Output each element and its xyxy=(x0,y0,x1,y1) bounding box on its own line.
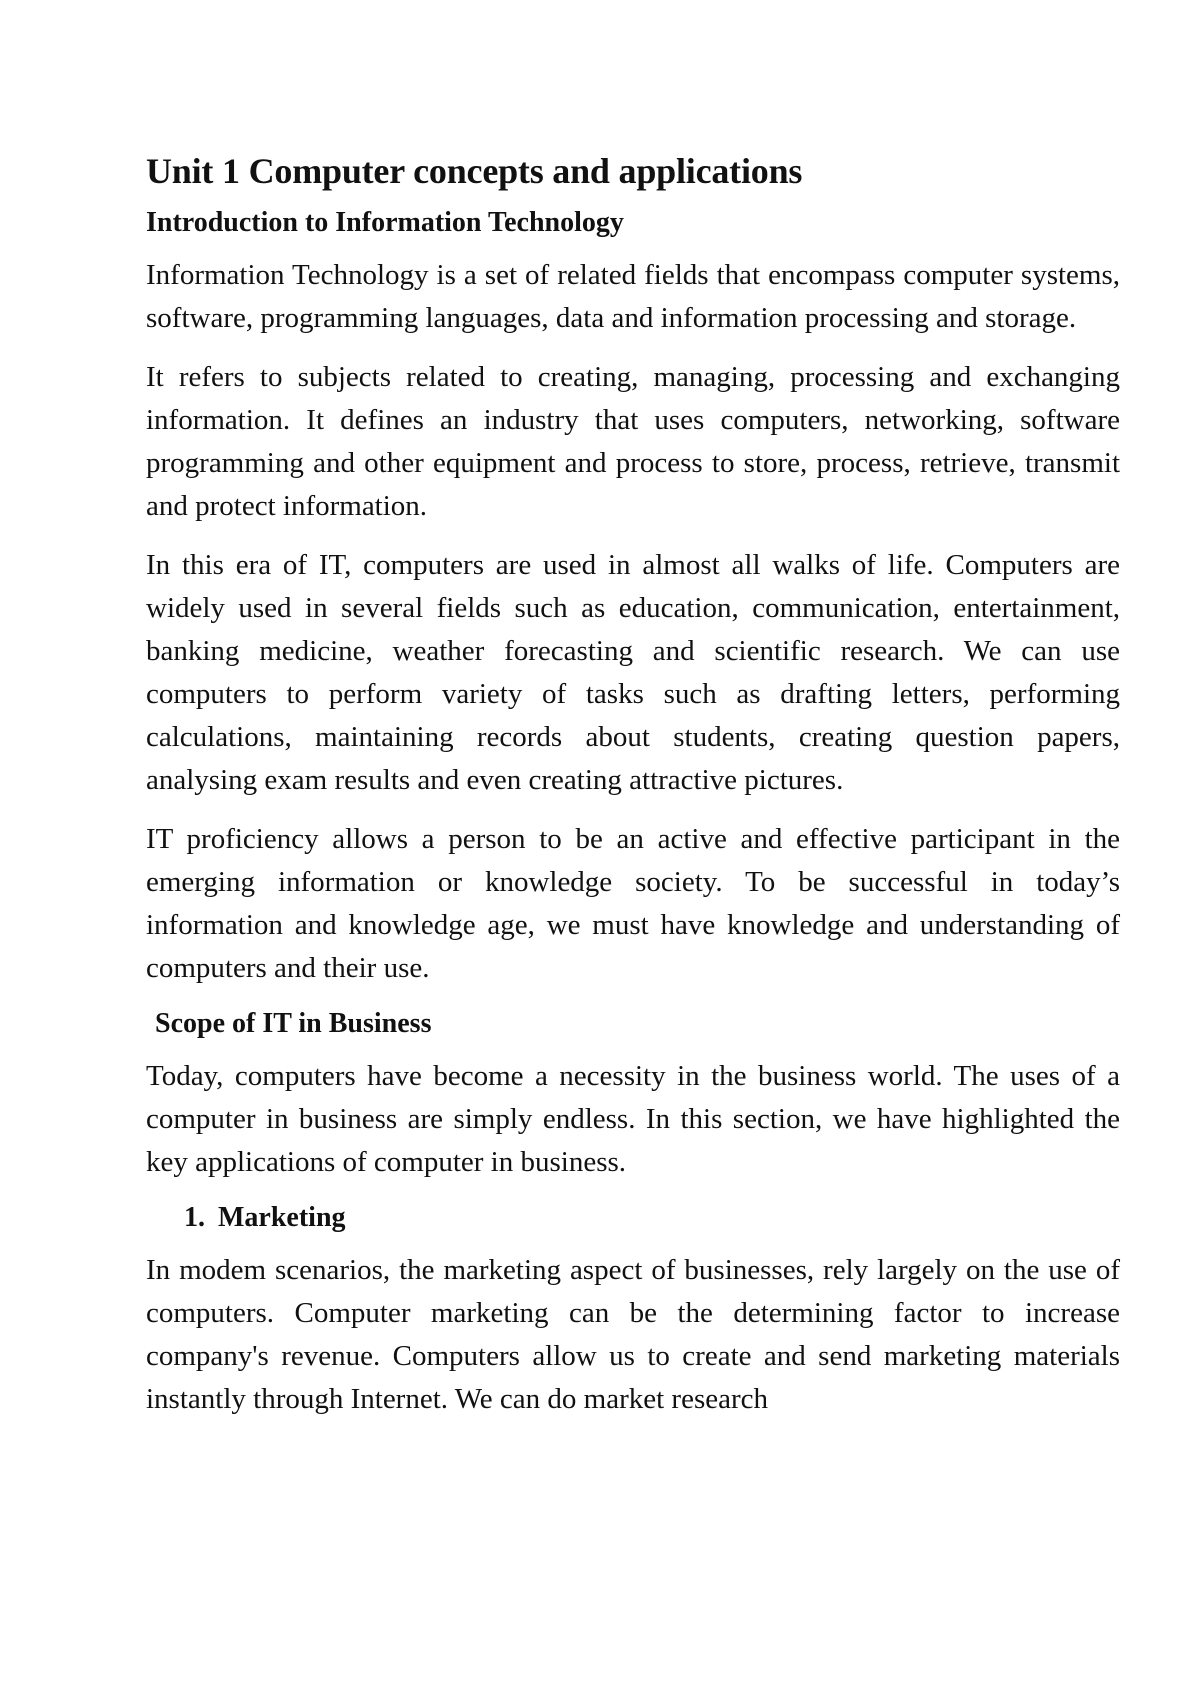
list-heading-marketing xyxy=(184,1200,1120,1235)
paragraph-it-era: In this era of IT, computers are used in almost all walks of life. Computers are widely used in several fields such as education, communication, entertainment, banking medicine, weather forecasting and scientific research. We can use computers to perform variety of tasks such as drafting letters, performing calculations, maintaining records about students, creating question papers, analysing exam results and even creating attractive pictures. xyxy=(146,549,1120,797)
page-title: Unit 1 Computer concepts and applications xyxy=(146,151,803,191)
document-body xyxy=(146,142,1120,1437)
list-number: 1. xyxy=(184,1202,205,1234)
section-heading-scope-business: Scope of IT in Business xyxy=(155,1008,432,1040)
paragraph-marketing: In modem scenarios, the marketing aspect of businesses, rely largely on the use of computers. Computer marketing can be the determining factor to increase company's revenue. Computers allow us to create and send marketing materials instantly through Internet. We can do market research xyxy=(146,1254,1120,1416)
section-heading-intro-it: Introduction to Information Technology xyxy=(146,207,624,239)
list-heading-label: Marketing xyxy=(218,1202,346,1234)
paragraph-it-definition: Information Technology is a set of related fields that encompass computer systems, software, programming languages, data and information processing and storage. xyxy=(146,259,1120,335)
paragraph-it-proficiency: IT proficiency allows a person to be an active and effective participant in the emerging information or knowledge society. To be successful in today’s information and knowledge age, we must have knowledge and understanding of computers and their use. xyxy=(146,823,1120,985)
paragraph-business-necessity: Today, computers have become a necessity in the business world. The uses of a computer in business are simply endless. In this section, we have highlighted the key applications of computer in business. xyxy=(146,1060,1120,1179)
paragraph-it-subjects: It refers to subjects related to creating, managing, processing and exchanging information. It defines an industry that uses computers, networking, software programming and other equipment and process to store, process, retrieve, transmit and protect information. xyxy=(146,361,1120,523)
